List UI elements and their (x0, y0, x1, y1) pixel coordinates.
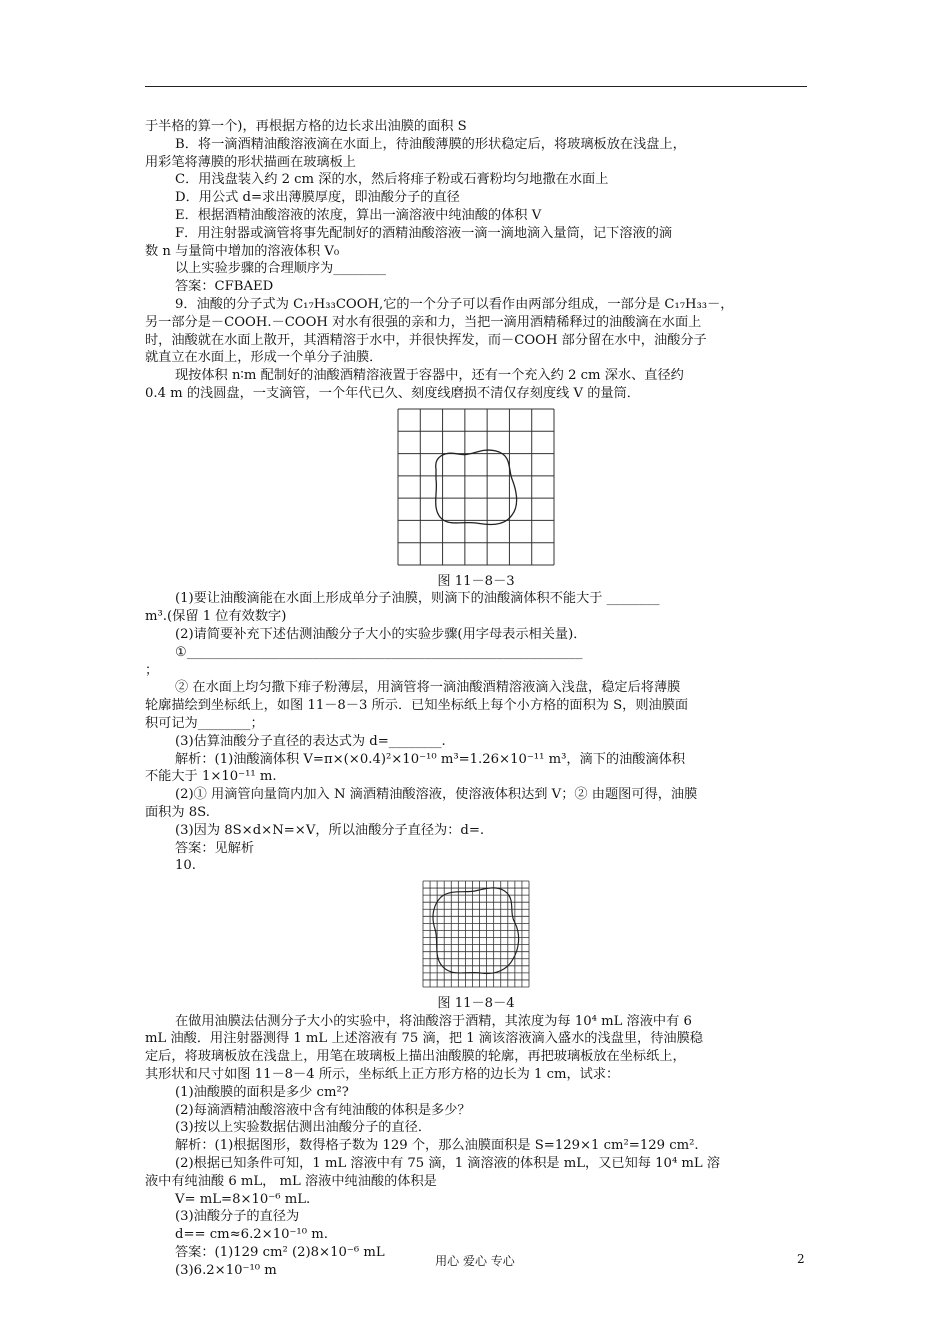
text-line: C．用浅盘装入约 2 cm 深的水，然后将痱子粉或石膏粉均匀地撒在水面上 (175, 172, 609, 188)
text-line: ； (145, 662, 159, 678)
text-line: V= mL=8×10⁻⁶ mL. (175, 1191, 311, 1207)
text-line: (2)① 用滴管向量筒内加入 N 滴酒精油酸溶液，使溶液体积达到 V；② 由题图可得，油膜 (175, 787, 698, 803)
text-line: mL 油酸．用注射器测得 1 mL 上述溶液有 75 滴，把 1 滴该溶液滴入盛水的浅盘里，待油膜稳 (145, 1031, 703, 1047)
figure-11-8-4 (145, 879, 807, 995)
text-line: (1)要让油酸滴能在水面上形成单分子油膜，则滴下的油酸滴体积不能大于 ________ (175, 591, 660, 607)
text-line: 液中有纯油酸 6 mL， mL 溶液中纯油酸的体积是 (145, 1173, 437, 1189)
text-line: 不能大于 1×10⁻¹¹ m. (145, 769, 277, 785)
text-line: 10. (175, 858, 196, 874)
text-line: (3)因为 8S×d×N=×V，所以油酸分子直径为：d=. (175, 822, 485, 838)
text-block-b (145, 590, 807, 875)
text-line: (3)估算油酸分子直径的表达式为 d=________. (175, 733, 446, 749)
text-line: (3)按以上实验数据估测出油酸分子的直径． (175, 1120, 432, 1136)
text-line: 解析：(1)油酸滴体积 V=π×(×0.4)²×10⁻¹⁰ m³=1.26×10⁻¹¹ m³，滴下的油酸滴体积 (175, 751, 686, 767)
grid-figure-2 (421, 879, 531, 989)
text-block-a (145, 118, 807, 403)
text-line: (2)根据已知条件可知，1 mL 溶液中有 75 滴，1 滴溶液的体积是 mL，又已知每 10⁴ mL 溶 (175, 1156, 721, 1172)
text-line: 答案：(1)129 cm² (2)8×10⁻⁶ mL (175, 1245, 385, 1261)
text-line: 9．油酸的分子式为 C₁₇H₃₃COOH,它的一个分子可以看作由两部分组成，一部分是 C₁₇H₃₃－， (175, 296, 734, 312)
figure-caption-2: 图 11－8－4 (437, 995, 515, 1011)
header-rule (145, 86, 807, 87)
text-line: 现按体积 n∶m 配制好的油酸酒精溶液置于容器中，还有一个充入约 2 cm 深水、直径约 (175, 368, 684, 384)
text-line: 解析：(1)根据图形，数得格子数为 129 个，那么油膜面积是 S=129×1 cm²=129 cm². (175, 1138, 699, 1154)
text-line: 积可记为________； (145, 715, 264, 731)
figure-11-8-3 (145, 407, 807, 573)
oil-film-outline-1 (436, 450, 517, 524)
text-line: (3)油酸分子的直径为 (175, 1209, 300, 1225)
text-line: D．用公式 d=求出薄膜厚度，即油酸分子的直径 (175, 190, 460, 206)
text-line: (2)每滴酒精油酸溶液中含有纯油酸的体积是多少？ (175, 1102, 471, 1118)
text-line: (3)6.2×10⁻¹⁰ m (175, 1262, 277, 1278)
text-line: 答案：见解析 (175, 840, 255, 856)
page-number: 2 (797, 1252, 805, 1266)
text-line: 答案：CFBAED (175, 279, 274, 295)
text-line: F．用注射器或滴管将事先配制好的酒精油酸溶液一滴一滴地滴入量筒，记下溶液的滴 (175, 225, 673, 241)
text-line: (2)请简要补充下述估测油酸分子大小的实验步骤(用字母表示相关量)． (175, 626, 587, 642)
text-line: 就直立在水面上，形成一个单分子油膜． (145, 350, 383, 366)
text-line: ② 在水面上均匀撒下痱子粉薄层，用滴管将一滴油酸酒精溶液滴入浅盘，稳定后将薄膜 (175, 680, 681, 696)
text-line: 定后，将玻璃板放在浅盘上，用笔在玻璃板上描出油酸膜的轮廓，再把玻璃板放在坐标纸上， (145, 1049, 686, 1065)
text-line: 在做用油膜法估测分子大小的实验中，将油酸溶于酒精，其浓度为每 10⁴ mL 溶液中有 6 (175, 1013, 692, 1029)
text-line: 于半格的算一个)，再根据方格的边长求出油膜的面积 S (145, 119, 467, 134)
text-line: ①____________________________________________________________ (175, 644, 583, 660)
text-line: d== cm≈6.2×10⁻¹⁰ m. (175, 1227, 328, 1243)
text-line: 0.4 m 的浅圆盘，一支滴管，一个年代已久、刻度线磨损不清仅存刻度线 V 的量筒． (145, 385, 640, 401)
text-line: 数 n 与量筒中增加的溶液体积 V₀ (145, 243, 340, 259)
text-line: (1)油酸膜的面积是多少 cm²? (175, 1084, 349, 1100)
text-line: 其形状和尺寸如图 11－8－4 所示，坐标纸上正方形方格的边长为 1 cm，试求： (145, 1067, 620, 1083)
text-line: 用彩笔将薄膜的形状描画在玻璃板上 (145, 154, 356, 170)
text-line: 面积为 8S. (145, 804, 210, 820)
text-line: 时，油酸就在水面上散开，其酒精溶于水中，并很快挥发，而－COOH 部分留在水中，油酸分子 (145, 332, 707, 348)
text-line: 以上实验步骤的合理顺序为________ (175, 261, 386, 277)
text-line: E．根据酒精油酸溶液的浓度，算出一滴溶液中纯油酸的体积 V (175, 207, 542, 223)
text-line: 另一部分是－COOH.－COOH 对水有很强的亲和力，当把一滴用酒精稀释过的油酸滴在水面上 (145, 314, 702, 330)
text-line: B．将一滴酒精油酸溶液滴在水面上，待油酸薄膜的形状稳定后，将玻璃板放在浅盘上， (175, 136, 686, 152)
text-line: m³.(保留 1 位有效数字) (145, 609, 287, 625)
grid-figure-1 (396, 407, 556, 567)
text-block-c (145, 1013, 807, 1280)
page-body (145, 118, 807, 1280)
text-line: 轮廓描绘到坐标纸上，如图 11－8－3 所示．已知坐标纸上每个小方格的面积为 S，则油膜面 (145, 698, 689, 714)
figure-caption-1: 图 11－8－3 (437, 573, 515, 589)
footer-slogan: 用心 爱心 专心 (435, 1254, 515, 1268)
